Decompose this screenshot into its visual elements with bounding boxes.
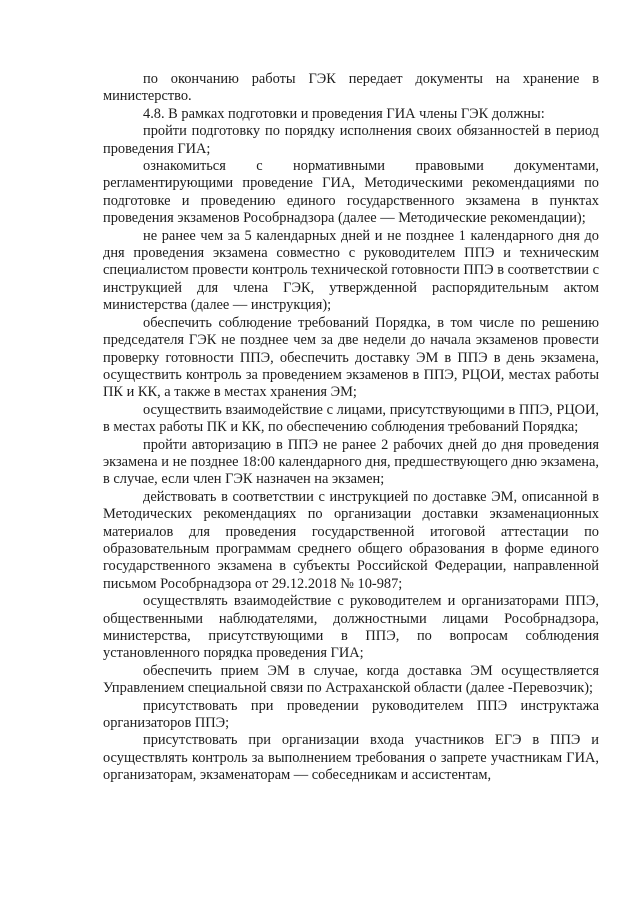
paragraph-interaction: осуществить взаимодействие с лицами, присутствующими в ППЭ, РЦОИ, в местах работы ПК и КК, по обеспечению соблюдения требований Порядка; — [103, 401, 599, 436]
paragraph-compliance: обеспечить соблюдение требований Порядка, в том числе по решению председателя ГЭК не позднее чем за две недели до начала экзаменов провести проверку готовности ППЭ, обеспечить доставку ЭМ в ППЭ в день экзамена, осуществить контроль за проведением экзаменов в ППЭ, РЦОИ, местах работы ПК и КК, а также в местах хранения ЭМ; — [103, 314, 599, 401]
paragraph-technical-readiness: не ранее чем за 5 календарных дней и не позднее 1 календарного дня до дня проведения экзамена совместно с руководителем ППЭ и техническим специалистом провести контроль технической готовности ППЭ в соответствии с инструкцией для члена ГЭК, утвержденной распорядительным актом министерства (далее — инструкция); — [103, 227, 599, 314]
paragraph-section-4-8: 4.8. В рамках подготовки и проведения ГИА члены ГЭК должны: — [143, 105, 545, 122]
paragraph-reception: обеспечить прием ЭМ в случае, когда доставка ЭМ осуществляется Управлением специальной связи по Астраханской области (далее -Перевозчик); — [103, 662, 599, 697]
paragraph-familiarize: ознакомиться с нормативными правовыми документами, регламентирующими проведение ГИА, Методическими рекомендациями по подготовке и проведению единого государственного экзамена в пунктах проведения экзаменов Рособрнадзора (далее — Методические рекомендации); — [103, 158, 599, 227]
paragraph-documents-handover: по окончанию работы ГЭК передает документы на хранение в министерство. — [103, 71, 599, 105]
document-body — [103, 71, 599, 785]
paragraph-cooperation: осуществлять взаимодействие с руководителем и организаторами ППЭ, общественными наблюдателями, должностными лицами Рособрнадзора, министерства, присутствующими в ППЭ, по вопросам соблюдения установленного порядка проведения ГИА; — [103, 593, 599, 662]
paragraph-training: пройти подготовку по порядку исполнения своих обязанностей в период проведения ГИА; — [103, 123, 599, 157]
paragraph-briefing: присутствовать при проведении руководителем ППЭ инструктажа организаторов ППЭ; — [103, 697, 599, 732]
paragraph-authorization: пройти авторизацию в ППЭ не ранее 2 рабочих дней до дня проведения экзамена и не позднее 18:00 календарного дня, предшествующего дню экзамена, в случае, если член ГЭК назначен на экзамен; — [103, 436, 599, 488]
paragraph-delivery-instruction: действовать в соответствии с инструкцией по доставке ЭМ, описанной в Методических рекомендациях по организации доставки экзаменационных материалов для проведения государственной итоговой аттестации по образовательным программам среднего общего образования в форме единого государственного экзамена в субъекты Российской Федерации, направленной письмом Рособрнадзора от 29.12.2018 № 10-987; — [103, 488, 599, 592]
paragraph-entry-control: присутствовать при организации входа участников ЕГЭ в ППЭ и осуществлять контроль за выполнением требования о запрете участникам ГИА, организаторам, экзаменаторам — собеседникам и ассистентам, — [103, 732, 599, 784]
